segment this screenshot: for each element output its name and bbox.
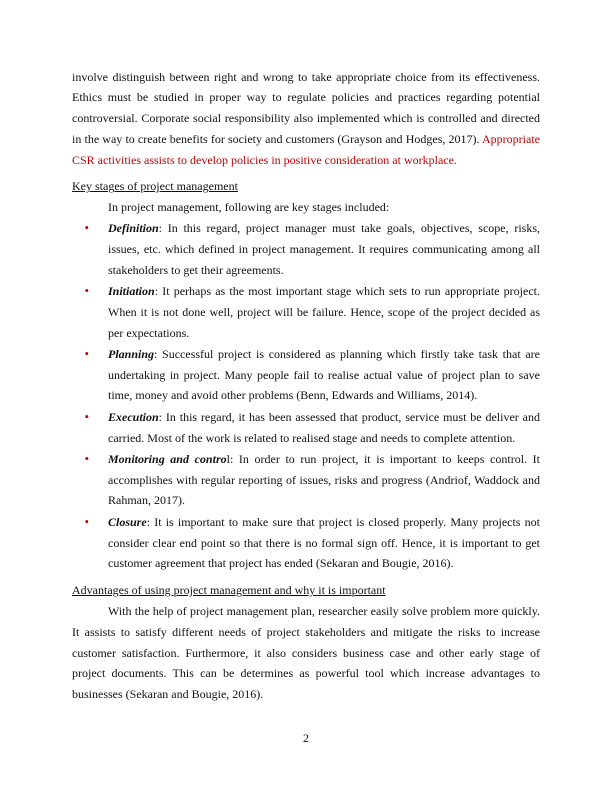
definition-text: : In this regard, project manager must take goals, objectives, scope, risks, issues, etc. which defined in project management. It requires communicating among all stakeholders to get their agreements. <box>108 221 540 277</box>
csr-highlight-text: Appropriate CSR activities assists to develop policies in positive consideration at workplace. <box>72 131 540 167</box>
paragraph-advantages: With the help of project management plan, researcher easily solve problem more quickly. It assists to satisfy different needs of project stakeholders and mitigate the risks to increase customer satisfaction. Furthermore, it also considers business case and other early stage of project documents. This can be determines as powerful tool which increase advantages to businesses (Sekaran and Bougie, 2016). <box>72 603 540 702</box>
bullet-icon: • <box>84 450 90 466</box>
term-definition: Definition <box>108 221 159 236</box>
bullet-icon: • <box>84 345 90 361</box>
bullet-icon: • <box>84 220 90 236</box>
term-execution: Execution <box>108 409 159 424</box>
bullet-icon: • <box>84 513 90 529</box>
key-stages-list <box>72 218 540 574</box>
bullet-icon: • <box>84 408 90 424</box>
section-heading-key-stages: Key stages of project management <box>72 179 238 194</box>
execution-text: : In this regard, it has been assessed that product, service must be deliver and carried. Most of the work is related to realised stage and needs to complete attention. <box>108 409 540 445</box>
page-content <box>72 67 540 705</box>
term-monitoring: Monitoring and contro <box>108 451 227 466</box>
list-item-closure <box>72 512 540 574</box>
list-item-initiation <box>72 281 540 343</box>
planning-text: : Successful project is considered as planning which firstly take task that are undertaking in project. Many people fail to realise actual value of project plan to save time, money and avoid other problems (Benn, Edwards and Williams, 2014). <box>108 346 540 403</box>
term-closure: Closure <box>108 514 147 529</box>
bullet-icon: • <box>84 282 90 298</box>
monitoring-text: l: In order to run project, it is important to keeps control. It accomplishes with regular reporting of issues, risks and progress (Andriof, Waddock and Rahman, 2017). <box>108 451 540 508</box>
paragraph-ethics-text: involve distinguish between right and wrong to take appropriate choice from its effectiveness. Ethics must be studied in proper way to regulate policies and practices regarding potential controversial. Corporate social responsibility also implemented which is controlled and directed in the way to create benefits for society and customers (Grayson and Hodges, 2017). <box>72 69 540 146</box>
closure-text: : It is important to make sure that project is closed properly. Many projects not consider clear end point so that there is no formal sign off. Hence, it is important to get customer agreement that project has ended (Sekaran and Bougie, 2016). <box>108 514 540 571</box>
term-planning: Planning <box>108 346 155 361</box>
list-item-definition <box>72 218 540 280</box>
list-item-planning <box>72 344 540 406</box>
term-initiation: Initiation <box>108 283 155 298</box>
page-number: 2 <box>303 731 309 745</box>
key-stages-intro: In project management, following are key stages included: <box>108 200 390 215</box>
paragraph-ethics <box>72 67 540 171</box>
list-item-monitoring <box>72 449 540 511</box>
initiation-text: : It perhaps as the most important stage which sets to run appropriate project. When it is not done well, project will be failure. Hence, scope of the project decided as per expectations. <box>108 283 540 340</box>
list-item-execution <box>72 407 540 449</box>
section-heading-advantages: Advantages of using project management and why it is important <box>72 583 386 598</box>
